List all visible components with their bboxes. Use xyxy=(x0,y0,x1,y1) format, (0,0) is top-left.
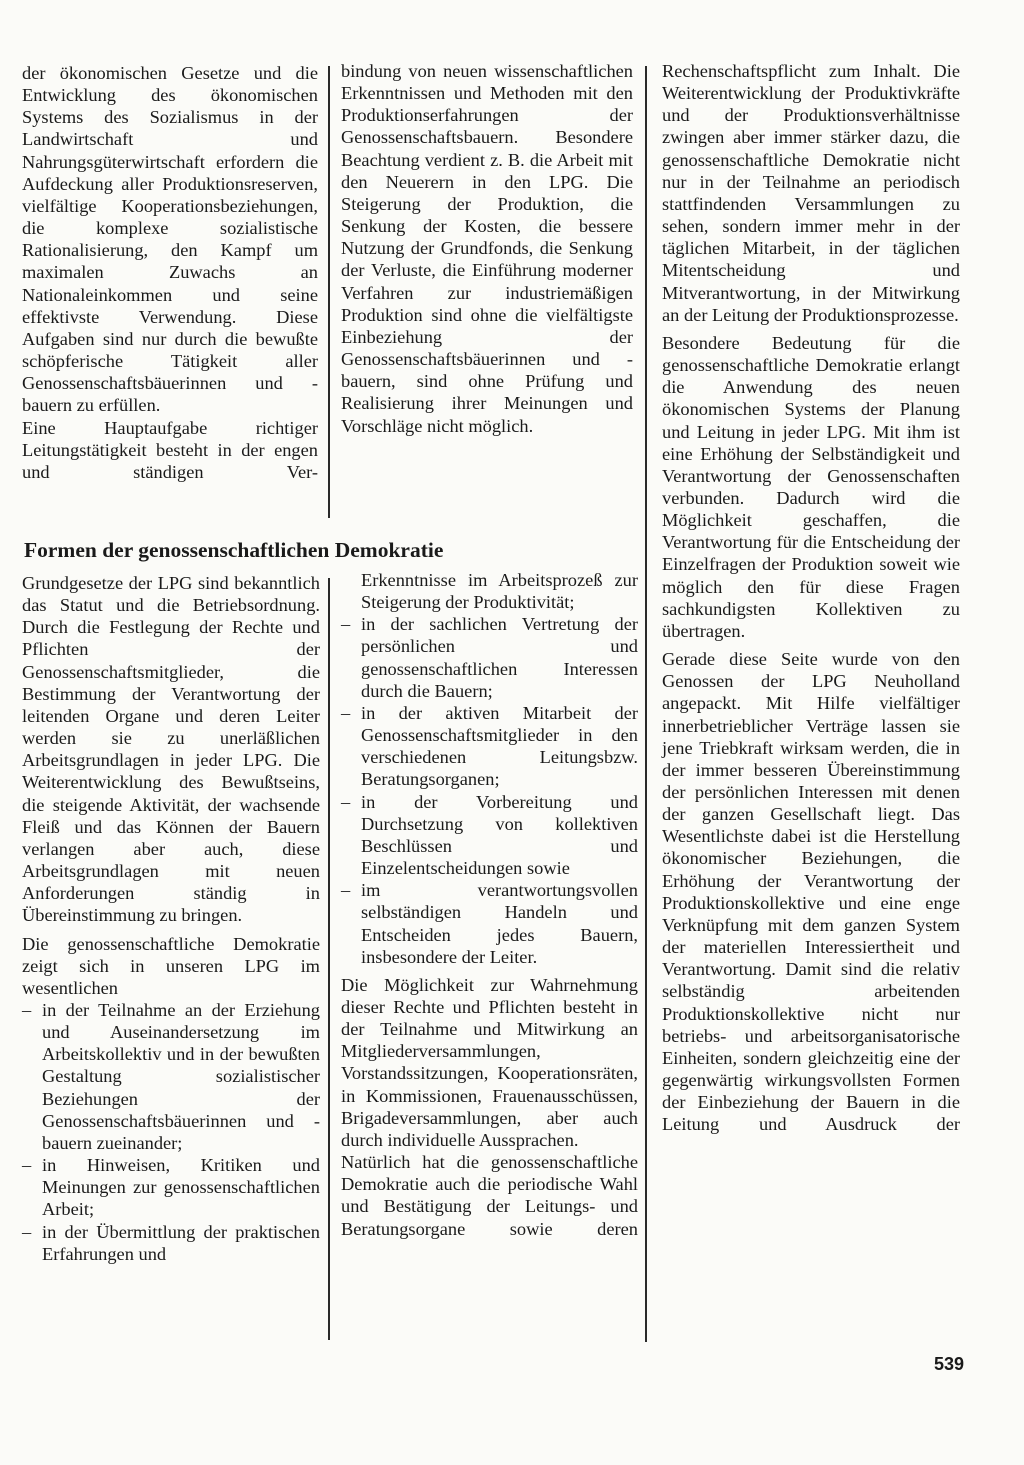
paragraph: Gerade diese Seite wurde von den Genossen der LPG Neuholland angepackt. Mit Hilfe vielfältiger innerbetrieblicher Verträge lassen sie jene Triebkraft wirksam werden, die in der immer besseren Übereinstimmung der persönlichen Interessen mit denen der ganzen Gesellschaft liegt. Das Wesentlichste dabei ist die Herstellung ökonomischer Beziehungen, die Erhöhung der Verantwortung der Produktionskollektive und eine enge Verknüpfung mit dem ganzen System der materiellen Interessiertheit und Verantwortung. Damit sind die relativ selbständig arbeitenden Produktionskollektive nicht nur betriebs- und arbeitsorganisatorische Einheiten, sondern gleichzeitig eine der gegenwärtig wirkungsvollsten Formen der Einbeziehung der Bauern in die Leitung und Ausdruck der xyxy=(662,649,960,1135)
list-item: – in der Übermittlung der praktischen Erfahrungen und xyxy=(22,1221,320,1265)
list-item: – in der Teilnahme an der Erziehung und Auseinandersetzung im Arbeitskollektiv und in der bewußten Gestaltung sozialistischer Beziehungen der Genossenschaftsbäuerinnen und -bauern zueinander; xyxy=(22,999,320,1154)
paragraph: Natürlich hat die genossenschaftliche Demokratie auch die periodische Wahl und Bestätigung der Leitungs- und Beratungsorgane sowie deren xyxy=(341,1152,638,1239)
paragraph: Erkenntnisse im Arbeitsprozeß zur Steigerung der Produktivität; xyxy=(361,570,638,613)
list-item: – in der Vorbereitung und Durchsetzung von kollektiven Beschlüssen und Einzelentscheidungen sowie xyxy=(341,791,638,880)
paragraph: Grundgesetze der LPG sind bekanntlich das Statut und die Betriebsordnung. Durch die Festlegung der Rechte und Pflichten der Genossenschaftsmitglieder, die Bestimmung der Verantwortung der leitenden Organe und deren Leiter werden sie zu unerläßlichen Arbeitsgrundlagen in jeder LPG. Die Weiterentwicklung des Bewußtseins, die steigende Aktivität, der wachsende Fleiß und das Können der Bauern verlangen aber auch, diese Arbeitsgrundlagen mit neuen Anforderungen ständig in Übereinstimmung zu bringen. xyxy=(22,573,320,926)
column-1 xyxy=(22,62,318,483)
dash-list xyxy=(341,613,638,968)
column-4 xyxy=(22,572,320,1265)
paragraph: der ökonomischen Gesetze und die Entwicklung des ökonomischen Systems des Sozialismus in der Landwirtschaft und Nahrungsgüterwirtschaft erfordern die Aufdeckung aller Produktionsreserven, vielfältige Kooperationsbeziehungen, die komplexe sozialistische Rationalisierung, den Kampf um maximalen Zuwachs an Nationaleinkommen und seine effektivste Verwendung. Diese Aufgaben sind nur durch die bewußte schöpferische Tätigkeit aller Genossenschaftsbäuerinnen und -bauern zu erfüllen. xyxy=(22,63,318,416)
list-item: – im verantwortungsvollen selbständigen Handeln und Entscheiden jedes Bauern, insbesondere der Leiter. xyxy=(341,879,638,968)
column-3 xyxy=(662,60,960,1136)
list-item: – in der aktiven Mitarbeit der Genossenschaftsmitglieder in den verschiedenen Leitungsbzw. Beratungsorganen; xyxy=(341,702,638,791)
paragraph: Die genossenschaftliche Demokratie zeigt sich in unseren LPG im wesentlichen xyxy=(22,933,320,998)
paragraph: Rechenschaftspflicht zum Inhalt. Die Weiterentwicklung der Produktivkräfte und der Produktionsverhältnisse zwingen aber immer stärker dazu, die genossenschaftliche Demokratie nicht nur in der Teilnahme an periodisch stattfindenden Versammlungen zu sehen, sondern immer mehr in der täglichen Mitarbeit, in der täglichen Mitentscheidung und Mitverantwortung, in der Mitwirkung an der Leitung der Produktionsprozesse. xyxy=(662,61,960,325)
column-rule xyxy=(645,66,647,1342)
paragraph: Die Möglichkeit zur Wahrnehmung dieser Rechte und Pflichten besteht in der Teilnahme und Mitwirkung an Mitgliederversammlungen, Vorstandssitzungen, Kooperationsräten, in Kommissionen, Frauenausschüssen, Brigadeversammlungen, aber auch durch individuelle Aussprachen. xyxy=(341,974,638,1150)
paragraph: Besondere Bedeutung für die genossenschaftliche Demokratie erlangt die Anwendung des neuen ökonomischen Systems der Planung und Leitung in jeder LPG. Mit ihm ist eine Erhöhung der Selbständigkeit und Verantwortung der Genossenschaften verbunden. Dadurch wird die Möglichkeit geschaffen, die Verantwortung für die Entscheidung der Einzelfragen der Produktion soweit wie möglich den für diese Fragen sachkundigsten Kollektiven zu übertragen. xyxy=(662,332,960,641)
column-rule xyxy=(328,66,330,518)
column-rule xyxy=(328,578,330,1340)
dash-list xyxy=(22,999,320,1265)
paragraph: bindung von neuen wissenschaftlichen Erkenntnissen und Methoden mit den Produktionserfahrungen der Genossenschaftsbauern. Besondere Beachtung verdient z. B. die Arbeit mit den Neuerern in den LPG. Die Steigerung der Produktion, die Senkung der Kosten, die bessere Nutzung der Grundfonds, die Senkung der Verluste, die Einführung moderner Verfahren zur industriemäßigen Produktion sind ohne die vielfältigste Einbeziehung der Genossenschaftsbäuerinnen und -bauern, sind ohne Prüfung und Realisierung ihrer Meinungen und Vorschläge nicht möglich. xyxy=(341,61,633,436)
page-number: 539 xyxy=(933,1354,964,1374)
column-2 xyxy=(341,60,633,437)
section-heading: Formen der genossenschaftlichen Demokratie xyxy=(24,538,444,562)
column-5 xyxy=(341,569,638,1240)
paragraph: Eine Hauptaufgabe richtiger Leitungstätigkeit besteht in der engen und ständigen Ver- xyxy=(22,417,318,482)
list-item: – in der sachlichen Vertretung der persönlichen und genossenschaftlichen Interessen durch die Bauern; xyxy=(341,613,638,702)
list-item: – in Hinweisen, Kritiken und Meinungen zur genossenschaftlichen Arbeit; xyxy=(22,1154,320,1220)
